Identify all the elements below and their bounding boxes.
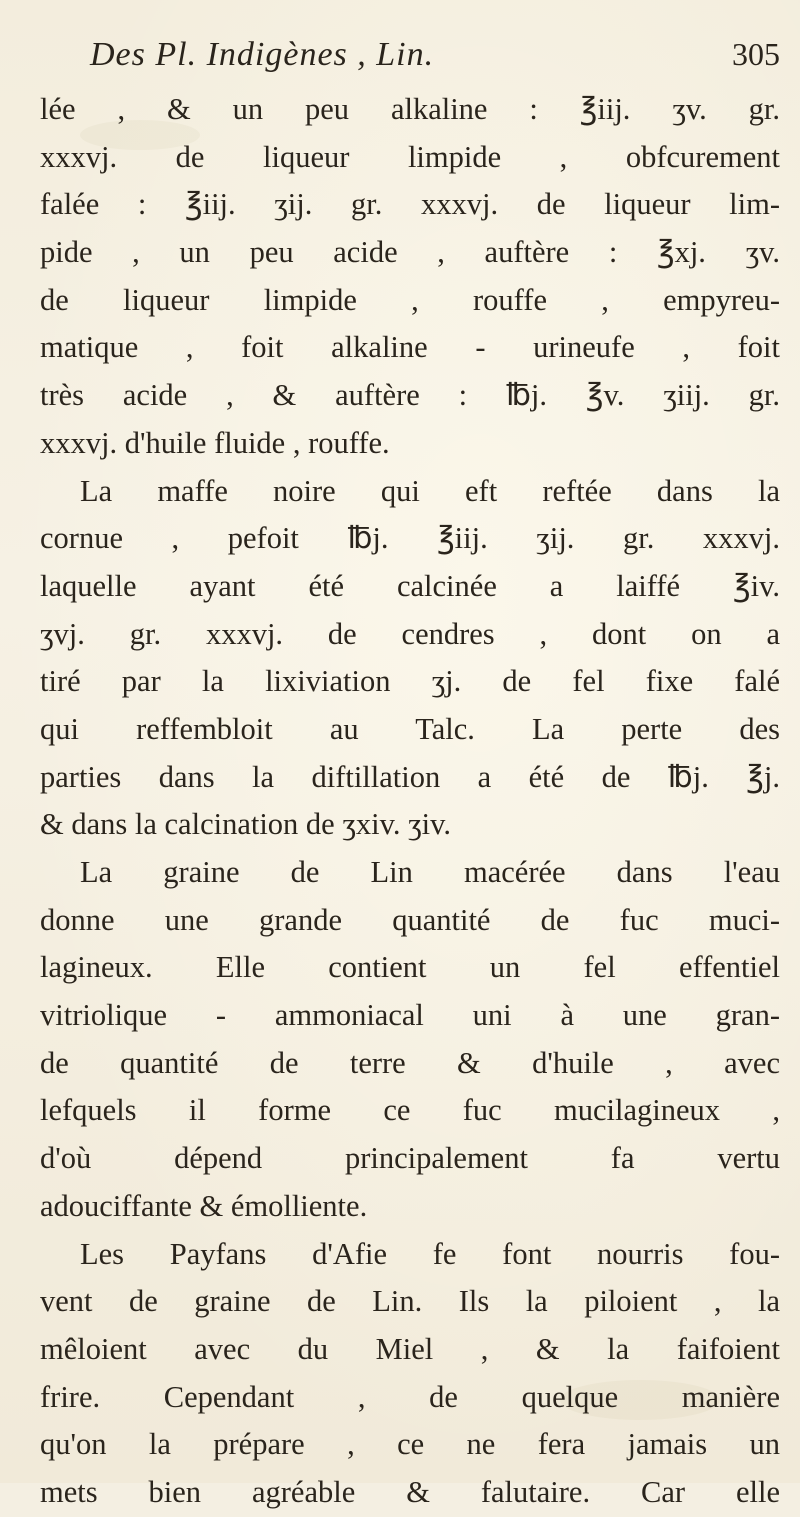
text-line: très acide , & auftère : ℔j. ℥v. ʒiij. gr. [40, 378, 780, 413]
text-line: La graine de Lin macérée dans l'eau [80, 855, 780, 889]
page-header [90, 36, 780, 80]
text-line: vitriolique - ammoniacal uni à une gran- [40, 998, 780, 1033]
text-line: laquelle ayant été calcinée a laiffé ℥iv. [40, 568, 780, 603]
text-line: falée : ℥iij. ʒij. gr. xxxvj. de liqueur lim- [40, 187, 780, 222]
text-line: de quantité de terre & d'huile , avec [40, 1045, 780, 1080]
running-head: Des Pl. Indigènes , Lin. [90, 36, 435, 73]
text-line: ʒvj. gr. xxxvj. de cendres , dont on a [40, 616, 780, 651]
text-line: xxxvj. de liqueur limpide , obfcurement [40, 139, 780, 174]
body-text [40, 86, 780, 1517]
text-line: mets bien agréable & falutaire. Car elle [40, 1474, 780, 1509]
text-line: adouciffante & émolliente. [40, 1188, 368, 1223]
text-line: pide , un peu acide , auftère : ℥xj. ʒv. [40, 235, 780, 270]
text-line: mêloient avec du Miel , & la faifoient [40, 1331, 780, 1366]
text-line: xxxvj. d'huile fluide , rouffe. [40, 425, 390, 460]
text-line: parties dans la diftillation a été de ℔j. ℥j. [40, 759, 780, 794]
text-line: lagineux. Elle contient un fel effentiel [40, 950, 780, 985]
text-line: d'où dépend principalement fa vertu [40, 1141, 780, 1176]
text-line: cornue , pefoit ℔j. ℥iij. ʒij. gr. xxxvj. [40, 521, 780, 556]
text-line: & dans la calcination de ʒxiv. ʒiv. [40, 807, 452, 842]
text-line: qui reffembloit au Talc. La perte des [40, 711, 780, 746]
text-line: vent de graine de Lin. Ils la piloient , la [40, 1284, 780, 1319]
text-line: matique , foit alkaline - urineufe , foit [40, 330, 780, 365]
text-line: frire. Cependant , de quelque manière [40, 1379, 780, 1414]
text-line: lée , & un peu alkaline : ℥iij. ʒv. gr. [40, 92, 780, 126]
text-line: donne une grande quantité de fuc muci- [40, 902, 780, 937]
text-line: tiré par la lixiviation ʒj. de fel fixe falé [40, 664, 780, 699]
text-line: La maffe noire qui eft reftée dans la [80, 473, 780, 508]
text-line: qu'on la prépare , ce ne fera jamais un [40, 1427, 780, 1462]
text-line: Les Payfans d'Afie fe font nourris fou- [80, 1236, 780, 1271]
text-line: lefquels il forme ce fuc mucilagineux , [40, 1093, 780, 1128]
page-number: 305 [732, 36, 780, 72]
text-line: de liqueur limpide , rouffe , empyreu- [40, 282, 780, 317]
